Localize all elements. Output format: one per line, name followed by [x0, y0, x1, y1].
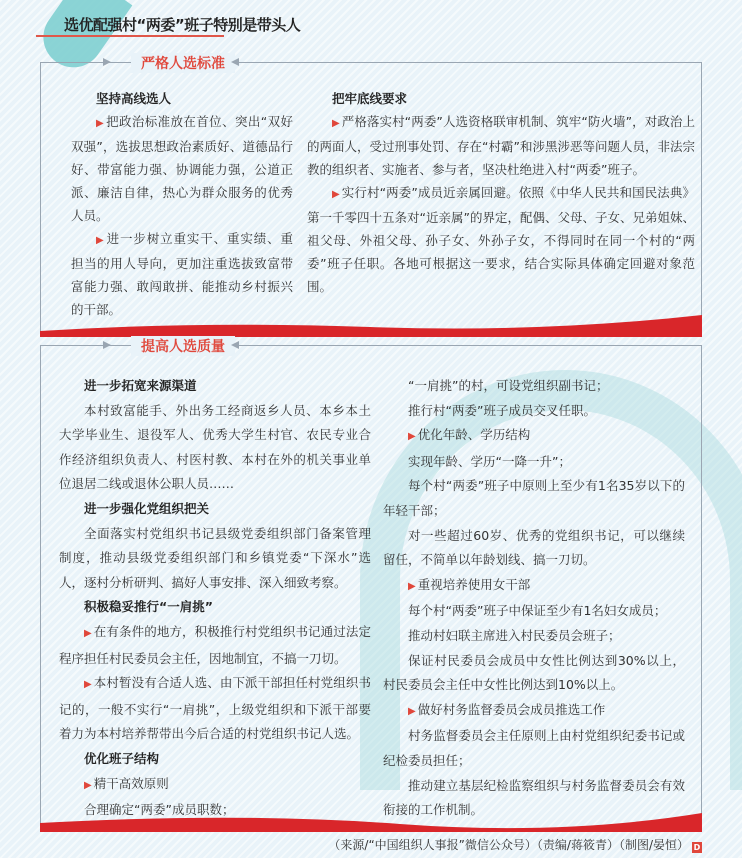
- paragraph: 每个村“两委”班子中保证至少有1名妇女成员；: [408, 603, 667, 619]
- bullet-heading: ▶ 做好村务监督委员会成员推选工作: [408, 701, 606, 717]
- paragraph: ▶ 实行村“两委”成员近亲属回避。依照《中华人民共和国民法典》第一千零四十五条对“近亲属”的界定，配偶、父母、子女、兄弟姐妹、祖父母、外祖父母、孙子女、外孙子女，不得同时在同一个村的“两委”班子任职。各地可根据这一要求，结合实际具体确定回避对象范围。: [307, 185, 695, 294]
- paragraph: ▶ 严格落实村“两委”人选资格联审机制、筑牢“防火墙”，对政治上的两面人，受过刑事处罚、存在“村霸”和涉黑涉恶等问题人员，非法宗教的组织者、实施者、参与者，坚决杜绝进入村“两委”班子。: [307, 114, 695, 177]
- bullet-heading: ▶ 精干高效原则: [84, 775, 169, 791]
- section-improve-quality: [40, 339, 702, 826]
- paragraph: 本村致富能手、外出务工经商返乡人员、本乡本土大学毕业生、退役军人、优秀大学生村官、农民专业合作经济组织负责人、村医村教、本村在外的机关事业单位退居二线或退休公职人员……: [59, 402, 371, 492]
- bullet-triangle-icon: ▶: [408, 431, 416, 443]
- arrow-left-icon: [231, 58, 239, 66]
- bullet-triangle-icon: ▶: [84, 679, 92, 691]
- paragraph: 全面落实村党组织书记县级党委组织部门备案管理制度，推动县级党委组织部门和乡镇党委“下深水”选人，逐村分析研判、搞好人事安排、深入细致考察。: [59, 525, 371, 590]
- bullet-triangle-icon: ▶: [96, 235, 105, 246]
- bullet-triangle-icon: ▶: [408, 580, 416, 592]
- subheading: 优化班子结构: [84, 750, 160, 766]
- bullet-triangle-icon: ▶: [96, 118, 105, 129]
- column-right: [383, 374, 685, 823]
- bullet-heading: ▶ 优化年龄、学历结构: [408, 427, 531, 443]
- credits-footer: （来源/“中国组织人事报”微信公众号）（责编/蒋筱青）（制图/晏恒） D: [328, 838, 701, 852]
- column-left: [59, 374, 371, 823]
- section-strict-standards: [40, 56, 702, 331]
- paragraph: 推行村“两委”班子成员交叉任职。: [408, 402, 596, 418]
- paragraph: ▶ 把政治标准放在首位、突出“双好双强”，选拔思想政治素质好、道德品行好、带富能力强、协调能力强，公道正派、廉洁自律，热心为群众服务的优秀人员。: [71, 114, 293, 223]
- arrow-right-icon: [103, 58, 111, 66]
- page-title: 选优配强村“两委”班子特别是带头人: [64, 16, 301, 34]
- paragraph: “一肩挑”的村，可设党组织副书记；: [408, 378, 609, 393]
- paragraph: 保证村民委员会成员中女性比例达到30%以上，村民委员会主任中女性比例达到10%以上。: [383, 652, 685, 693]
- bullet-triangle-icon: ▶: [84, 779, 92, 791]
- subheading: 把牢底线要求: [332, 91, 408, 106]
- bullet-triangle-icon: ▶: [332, 189, 340, 200]
- subheading: 积极稳妥推行“一肩挑”: [84, 599, 213, 615]
- bullet-triangle-icon: ▶: [332, 118, 340, 129]
- paragraph: 对一些超过60岁、优秀的党组织书记，可以继续留任，不简单以年龄划线、搞一刀切。: [383, 527, 685, 568]
- title-underline: [36, 35, 224, 37]
- paragraph: 每个村“两委”班子中原则上至少有1名35岁以下的年轻干部；: [383, 478, 685, 518]
- section-label: 严格人选标准: [131, 53, 235, 73]
- arrow-left-icon: [231, 341, 239, 349]
- subheading: 进一步拓宽来源渠道: [84, 378, 197, 393]
- column-right: [307, 87, 695, 298]
- subheading: 坚持高线选人: [96, 91, 172, 106]
- paragraph: 实现年龄、学历“一降一升”；: [408, 453, 571, 469]
- paragraph: 推动建立基层纪检监察组织与村务监督委员会有效衔接的工作机制。: [383, 777, 685, 818]
- paragraph: ▶ 进一步树立重实干、重实绩、重担当的用人导向，更加注重选拔致富带富能力强、敢闯敢拼、能推动乡村振兴的干部。: [71, 231, 293, 317]
- bullet-triangle-icon: ▶: [84, 627, 92, 639]
- bullet-heading: ▶ 重视培养使用女干部: [408, 576, 531, 592]
- paragraph: 合理确定“两委”成员职数；: [84, 802, 235, 818]
- bullet-triangle-icon: ▶: [408, 705, 416, 717]
- subheading: 进一步强化党组织把关: [84, 500, 210, 516]
- paragraph: 推动村妇联主席进入村民委员会班子；: [408, 627, 621, 643]
- column-left: [71, 87, 293, 321]
- end-mark-icon: D: [693, 843, 701, 852]
- paragraph: ▶ 在有条件的地方，积极推行村党组织书记通过法定程序担任村民委员会主任，因地制宜，不搞一刀切。: [59, 623, 371, 666]
- section-label: 提高人选质量: [131, 336, 235, 356]
- arrow-right-icon: [103, 341, 111, 349]
- paragraph: ▶ 本村暂没有合适人选、由下派干部担任村党组织书记的，一般不实行“一肩挑”，上级党组织和下派干部要着力为本村培养帮带出今后合适的村党组织书记人选。: [59, 675, 371, 742]
- paragraph: 村务监督委员会主任原则上由村党组织纪委书记或纪检委员担任；: [383, 728, 685, 768]
